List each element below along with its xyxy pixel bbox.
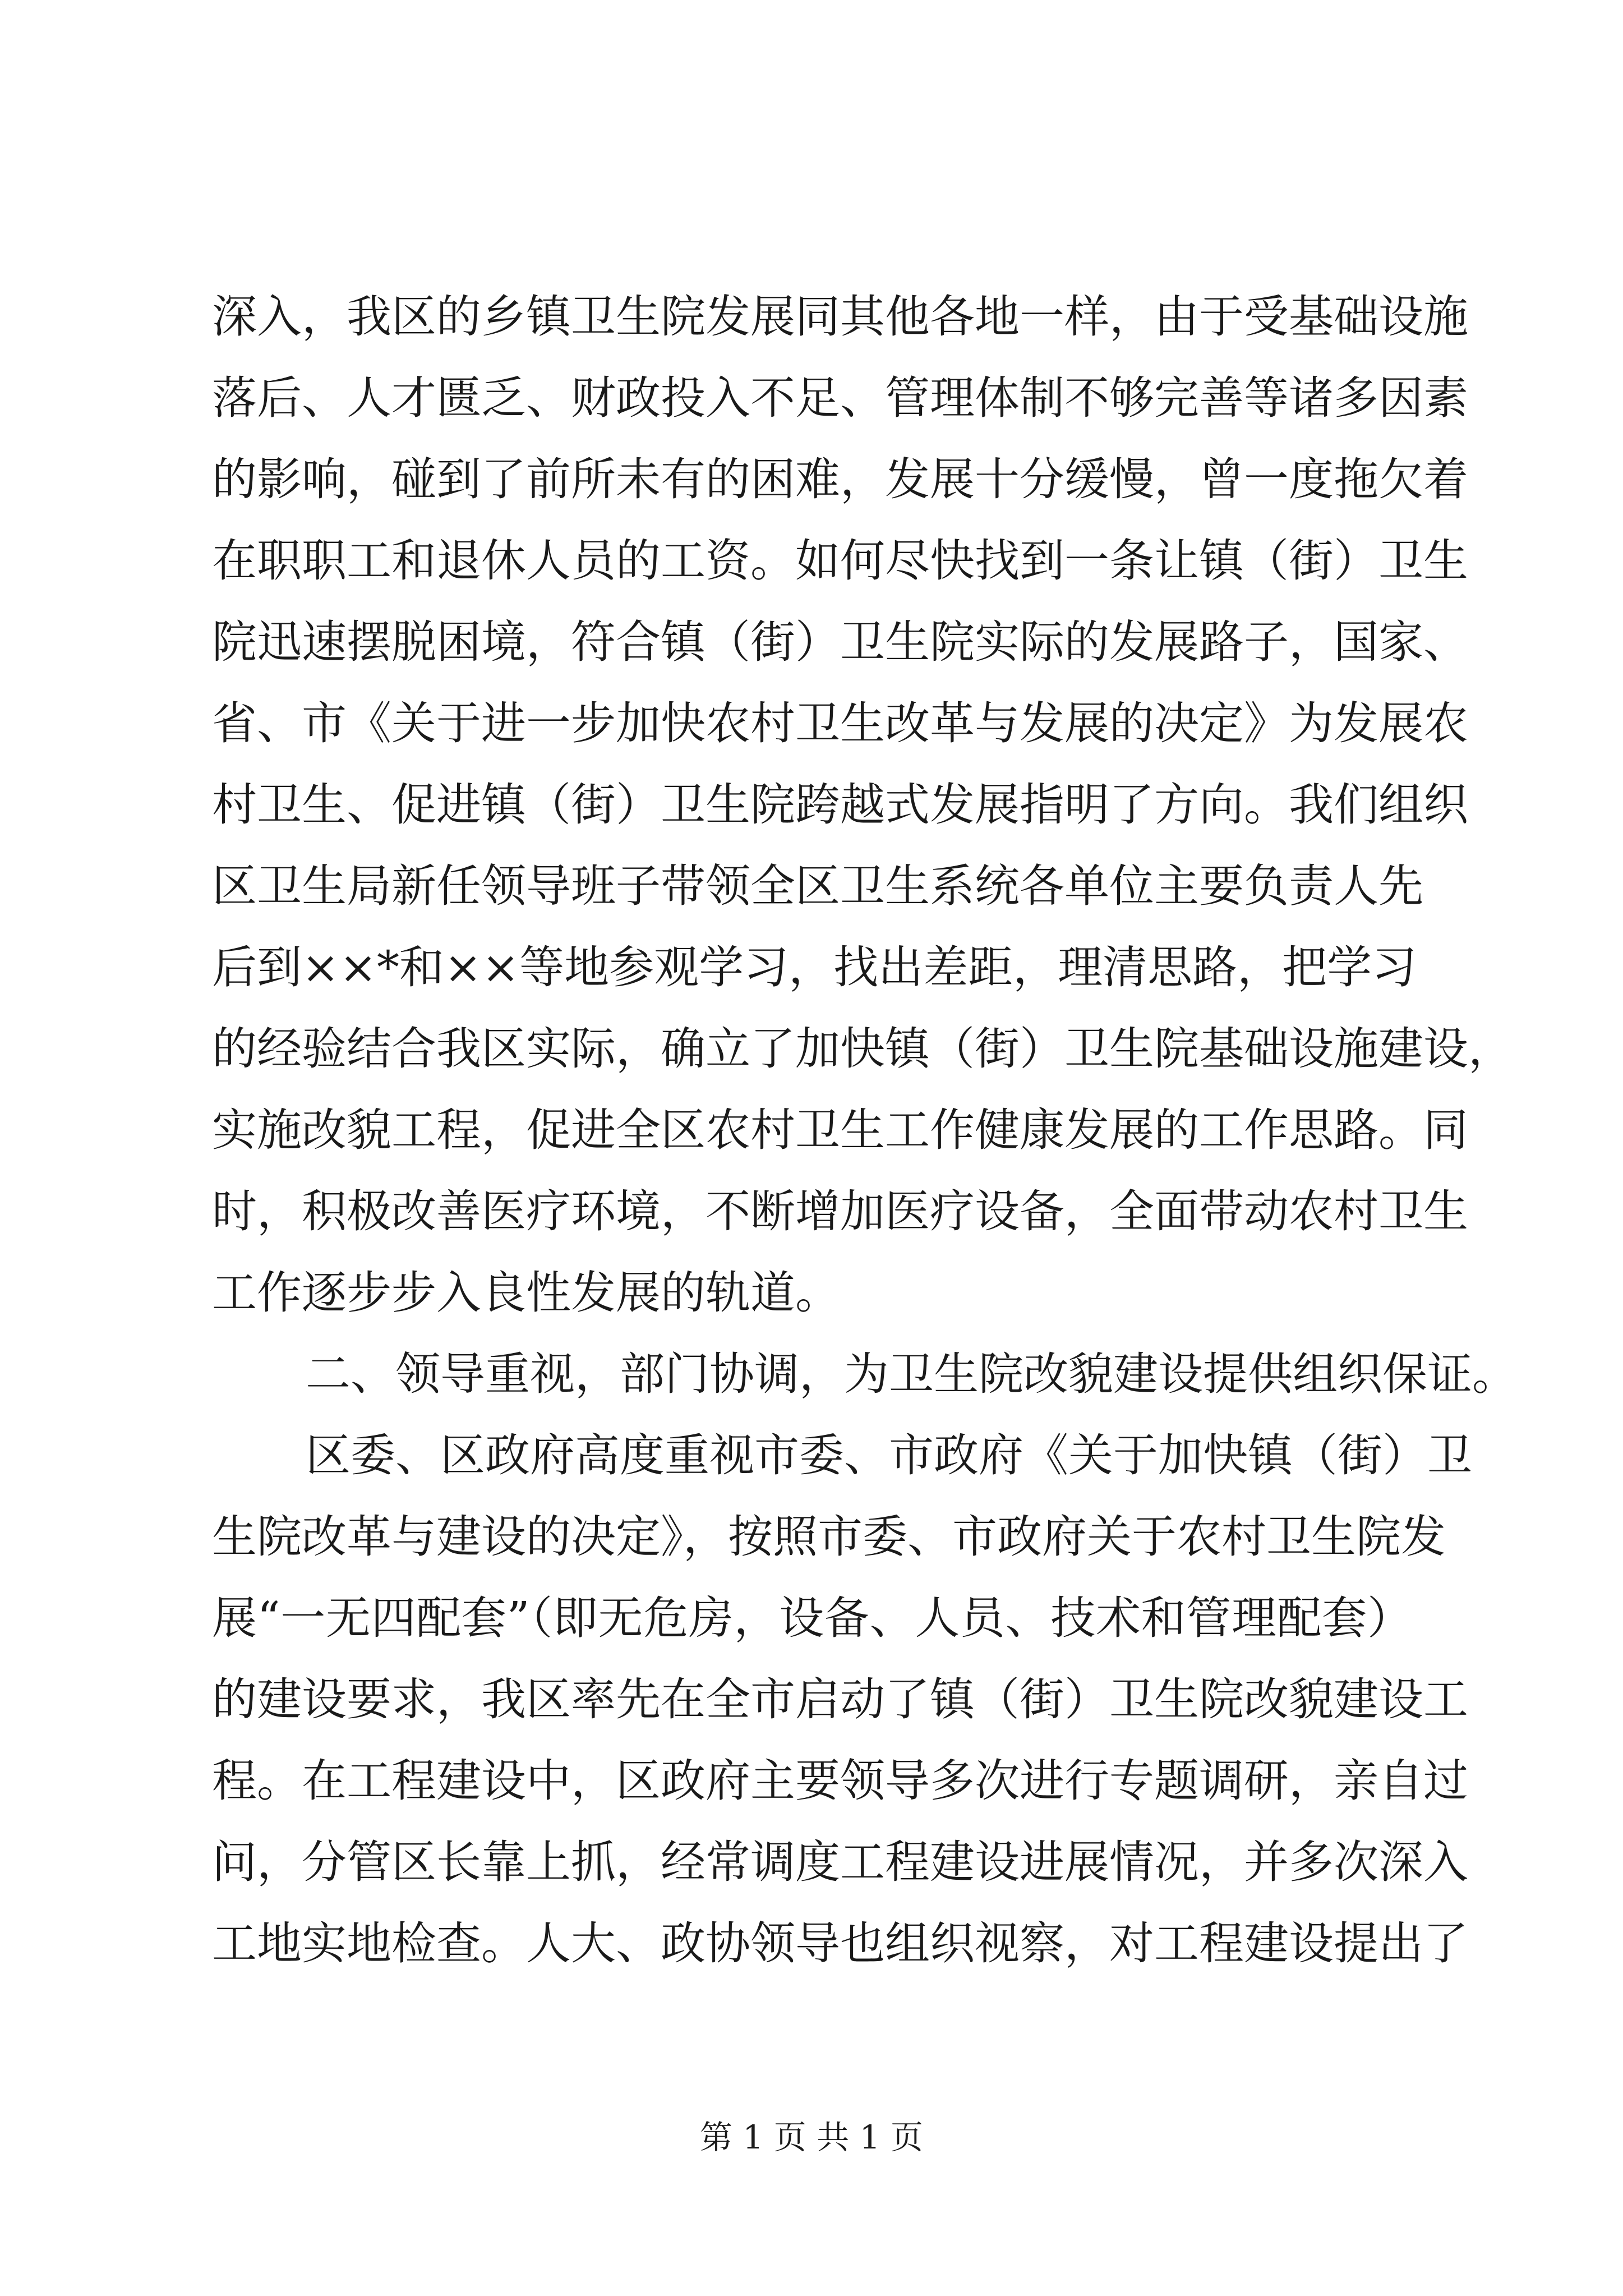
text-line: 深入，我区的乡镇卫生院发展同其他各地一样，由于受基础设施 <box>212 291 1468 343</box>
text-line: 的影响，碰到了前所未有的困难，发展十分缓慢，曾一度拖欠着 <box>212 453 1468 505</box>
page-number-footer: 第 1 页 共 1 页 <box>700 2118 923 2156</box>
text-line: 省、市《关于进一步加快农村卫生改革与发展的决定》为发展农 <box>212 697 1468 749</box>
text-line: 生院改革与建设的决定》，按照市委、市政府关于农村卫生院发 <box>212 1511 1446 1563</box>
text-line: 的建设要求，我区率先在全市启动了镇（街）卫生院改貌建设工 <box>212 1673 1468 1726</box>
text-line: 的经验结合我区实际，确立了加快镇（街）卫生院基础设施建设， <box>212 1023 1513 1075</box>
section-heading: 二、领导重视，部门协调，为卫生院改貌建设提供组织保证。 <box>306 1348 1517 1400</box>
text-line: 村卫生、促进镇（街）卫生院跨越式发展指明了方向。我们组织 <box>212 779 1468 831</box>
text-line: 区卫生局新任领导班子带领全区卫生系统各单位主要负责人先 <box>212 860 1423 912</box>
text-line: 后到××*和××等地参观学习，找出差距，理清思路，把学习 <box>212 941 1417 993</box>
paragraph-end-line: 工作逐步步入良性发展的轨道。 <box>212 1267 840 1319</box>
text-line: 程。在工程建设中，区政府主要领导多次进行专题调研，亲自过 <box>212 1755 1468 1807</box>
text-line: 问，分管区长靠上抓，经常调度工程建设进展情况，并多次深入 <box>212 1836 1468 1888</box>
text-line: 展“一无四配套”（即无危房，设备、人员、技术和管理配套） <box>212 1592 1412 1644</box>
text-line: 落后、人才匮乏、财政投入不足、管理体制不够完善等诸多因素 <box>212 372 1468 424</box>
text-line: 工地实地检查。人大、政协领导也组织视察，对工程建设提出了 <box>212 1917 1468 1970</box>
text-line: 在职职工和退休人员的工资。如何尽快找到一条让镇（街）卫生 <box>212 535 1468 587</box>
text-line: 实施改貌工程，促进全区农村卫生工作健康发展的工作思路。同 <box>212 1104 1468 1156</box>
paragraph-first-line: 区委、区政府高度重视市委、市政府《关于加快镇（街）卫 <box>306 1429 1472 1481</box>
text-line: 院迅速摆脱困境，符合镇（街）卫生院实际的发展路子，国家、 <box>212 616 1468 668</box>
text-line: 时，积极改善医疗环境，不断增加医疗设备，全面带动农村卫生 <box>212 1185 1468 1237</box>
